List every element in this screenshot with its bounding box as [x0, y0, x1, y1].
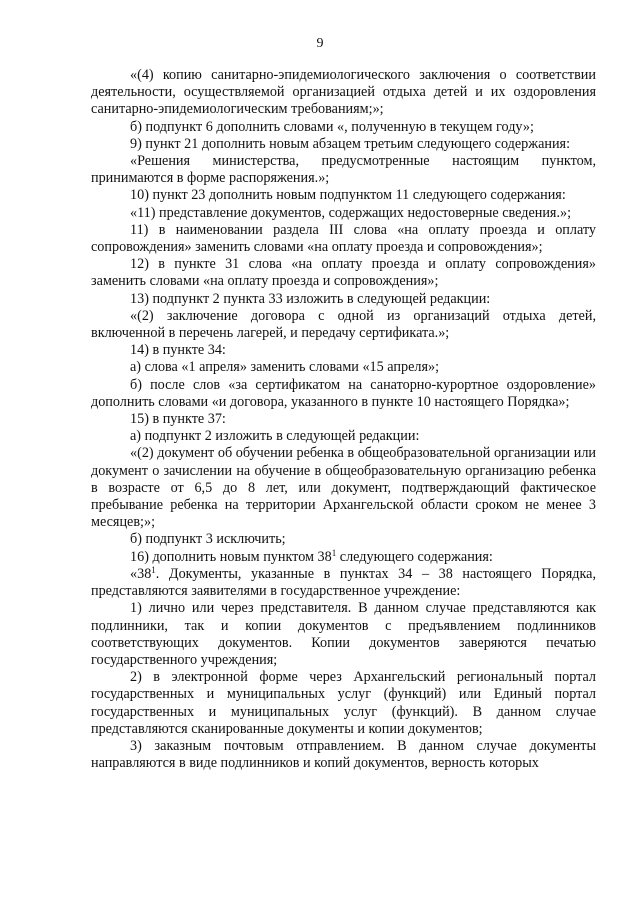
- paragraph: 13) подпункт 2 пункта 33 изложить в следующей редакции:: [130, 290, 491, 307]
- paragraph: б) подпункт 3 исключить;: [130, 531, 286, 548]
- paragraph: «(2) документ об обучении ребенка в общеобразовательной организации или документ о зачислении на обучение в общеобразовательную организацию ребенка в возрасте от 6,5 до 8 лет, или документ, подтверждающий фактическое пребывание ребенка на территории Архангельской области сроком не менее 3 месяцев;»;: [91, 445, 600, 531]
- paragraph: 3) заказным почтовым отправлением. В данном случае документы направляются в виде подлинников и копий документов, верность которых: [91, 737, 600, 772]
- paragraph: 10) пункт 23 дополнить новым подпунктом 11 следующего содержания:: [130, 187, 566, 204]
- paragraph-point-16: [91, 549, 596, 566]
- paragraph: 11) в наименовании раздела III слова «на оплату проезда и оплату сопровождения» заменить словами «на оплату проезда и сопровождения»;: [91, 221, 600, 256]
- document-body: [91, 67, 600, 772]
- text-run: «38: [130, 565, 152, 582]
- text-run: . Документы, указанные в пунктах 34 – 38 настоящего Порядка, представляются заявителями в государственное учреждение:: [91, 565, 600, 600]
- superscript: 1: [151, 564, 156, 575]
- paragraph: 14) в пункте 34:: [130, 342, 226, 359]
- paragraph: «11) представление документов, содержащих недостоверные сведения.»;: [130, 204, 572, 221]
- text-run: 16) дополнить новым пунктом 38: [130, 548, 332, 565]
- paragraph: «(2) заключение договора с одной из организаций отдыха детей, включенной в перечень лагерей, и передачу сертификата.»;: [91, 307, 600, 342]
- paragraph-point-38-1: [91, 564, 600, 600]
- paragraph: а) слова «1 апреля» заменить словами «15 апреля»;: [130, 359, 440, 376]
- paragraph: а) подпункт 2 изложить в следующей редакции:: [130, 428, 420, 445]
- paragraph: 9) пункт 21 дополнить новым абзацем третьим следующего содержания:: [130, 135, 571, 152]
- paragraph: 2) в электронной форме через Архангельский региональный портал государственных и муниципальных услуг (функций) или Единый портал государственных и муниципальных услуг (функций). В данном случае представляются сканированные документы и копии документов;: [91, 669, 600, 737]
- paragraph: 15) в пункте 37:: [130, 411, 226, 428]
- paragraph: «(4) копию санитарно-эпидемиологического заключения о соответствии деятельности, осуществляемой организацией отдыха детей и их оздоровления санитарно-эпидемиологическим требованиям;»;: [91, 67, 600, 118]
- page-number: 9: [316, 36, 324, 51]
- superscript: 1: [331, 547, 337, 558]
- paragraph: «Решения министерства, предусмотренные настоящим пунктом, принимаются в форме распоряжения.»;: [91, 153, 600, 187]
- paragraph: б) подпункт 6 дополнить словами «, полученную в текущем году»;: [130, 118, 534, 135]
- paragraph: б) после слов «за сертификатом на санаторно-курортное оздоровление» дополнить словами «и договора, указанного в пункте 10 настоящего Порядка»;: [91, 376, 600, 410]
- paragraph: 1) лично или через представителя. В данном случае представляются как подлинники, так и копии документов с предъявлением подлинников соответствующих документов. Копии документов заверяются печатью государственного учреждения;: [91, 600, 600, 668]
- text-run: следующего содержания:: [336, 548, 493, 565]
- paragraph: 12) в пункте 31 слова «на оплату проезда и оплату сопровождения» заменить словами «на оплату проезда и сопровождения»;: [91, 256, 600, 290]
